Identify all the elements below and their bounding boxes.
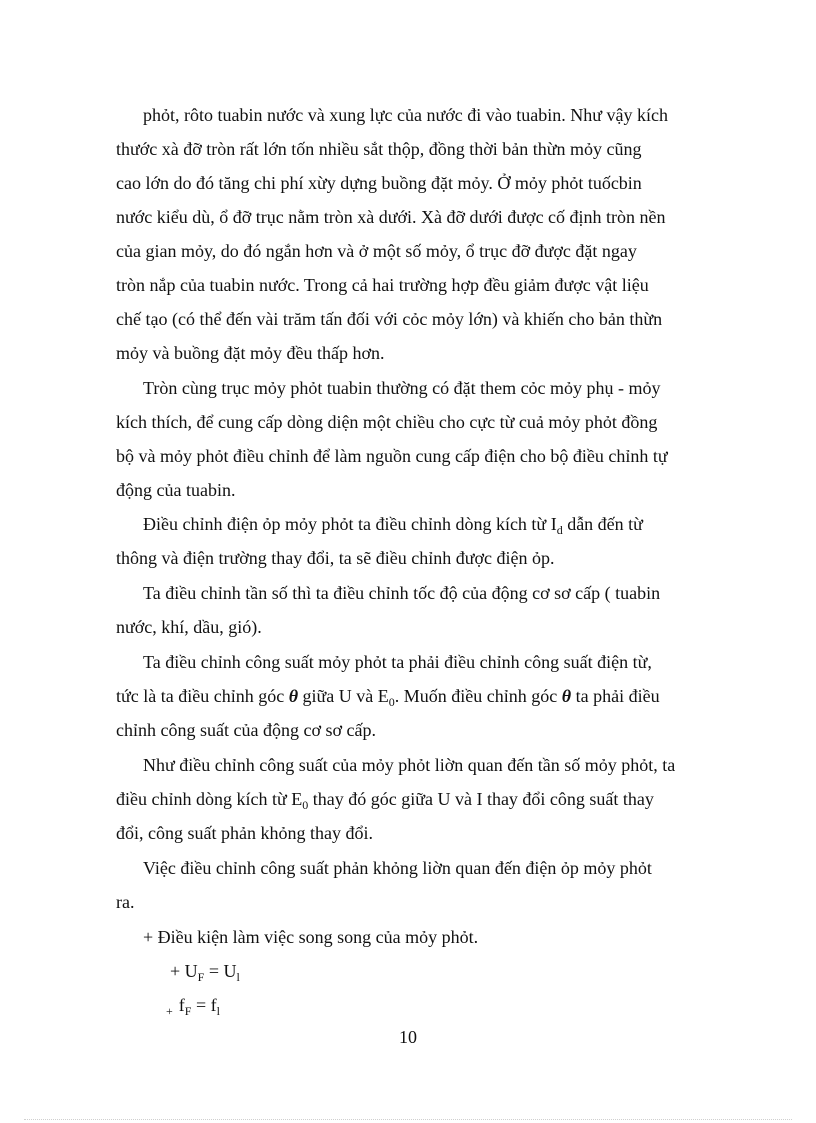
paragraph-1-line-4: nước kiểu dù, ổ đỡ trục nằm tròn xà dưới. Xà đỡ dưới được cố định tròn nền [116, 207, 666, 227]
paragraph-1-line-6: tròn nắp của tuabin nước. Trong cả hai trường hợp đều giảm được vật liệu [116, 275, 649, 295]
condition-1 [170, 960, 770, 982]
paragraph-6-line-3: đổi, công suất phản khỏng thay đổi. [116, 823, 373, 843]
text-run: điều chỉnh dòng kích từ E [116, 789, 303, 809]
paragraph-7-line-1: Việc điều chỉnh công suất phản khỏng liờn quan đến điện ỏp mỏy phỏt [143, 858, 652, 878]
paragraph-2-line-4: động của tuabin. [116, 480, 236, 500]
text-run: Điều chỉnh điện ỏp mỏy phỏt ta điều chỉnh dòng kích từ I [143, 514, 557, 534]
condition-heading: + Điều kiện làm việc song song của mỏy phỏt. [143, 927, 479, 947]
plus-sign: + [170, 961, 181, 981]
paragraph-5-line-1: Ta điều chỉnh công suất mỏy phỏt ta phải điều chỉnh công suất điện từ, [143, 652, 652, 672]
paragraph-3-line-1 [143, 513, 743, 535]
condition-2 [166, 994, 766, 1018]
subscript: 0 [302, 798, 309, 812]
paragraph-1-line-8: mỏy và buồng đặt mỏy đều thấp hơn. [116, 343, 385, 363]
subscript: l [216, 1004, 220, 1018]
page-number: 10 [399, 1027, 417, 1047]
text-run: dẫn đến từ [562, 514, 643, 534]
subscript: 0 [388, 695, 395, 709]
paragraph-1-line-1: phỏt, rôto tuabin nước và xung lực của nước đi vào tuabin. Như vậy kích [143, 105, 668, 125]
page-bottom-border [24, 1119, 792, 1120]
paragraph-4-line-2: nước, khí, dầu, gió). [116, 617, 262, 637]
paragraph-5-line-3: chỉnh công suất của động cơ sơ cấp. [116, 720, 376, 740]
text-run: . Muốn điều chỉnh góc [394, 686, 562, 706]
paragraph-1-line-2: thước xà đỡ tròn rất lớn tốn nhiều sắt thộp, đồng thời bản thừn mỏy cũng [116, 139, 642, 159]
paragraph-5-line-2 [116, 685, 716, 707]
theta-symbol: θ [288, 686, 299, 706]
paragraph-7-line-2: ra. [116, 892, 135, 912]
paragraph-1-line-5: của gian mỏy, do đó ngắn hơn và ở một số mỏy, ổ trục đỡ được đặt ngay [116, 241, 637, 261]
text-run: giữa U và E [298, 686, 389, 706]
text-run: f [178, 995, 185, 1015]
text-run: = U [204, 961, 237, 981]
paragraph-6-line-2 [116, 788, 716, 810]
subscript: F [197, 970, 205, 984]
paragraph-2-line-3: bộ và mỏy phỏt điều chỉnh để làm nguồn cung cấp điện cho bộ điều chỉnh tự [116, 446, 668, 466]
plus-sign: + [166, 1004, 173, 1018]
text-run: U [184, 961, 198, 981]
paragraph-2-line-1: Tròn cùng trục mỏy phỏt tuabin thường có đặt them cỏc mỏy phụ - mỏy [143, 378, 661, 398]
subscript: l [236, 970, 240, 984]
text-run: ta phải điều [571, 686, 660, 706]
paragraph-1-line-7: chế tạo (có thể đến vài trăm tấn đối với cỏc mỏy lớn) và khiến cho bản thừn [116, 309, 663, 329]
subscript: F [184, 1004, 192, 1018]
paragraph-3-line-2: thông và điện trường thay đổi, ta sẽ điều chỉnh được điện ỏp. [116, 548, 555, 568]
text-run: thay đó góc giữa U và I thay đổi công suất thay [308, 789, 654, 809]
paragraph-4-line-1: Ta điều chỉnh tần số thì ta điều chỉnh tốc độ của động cơ sơ cấp ( tuabin [143, 583, 661, 603]
text-run: tức là ta điều chỉnh góc [116, 686, 289, 706]
paragraph-2-line-2: kích thích, để cung cấp dòng diện một chiều cho cực từ cuả mỏy phỏt đồng [116, 412, 658, 432]
theta-symbol: θ [561, 686, 572, 706]
paragraph-6-line-1: Như điều chỉnh công suất của mỏy phỏt liờn quan đến tần số mỏy phỏt, ta [143, 755, 676, 775]
subscript: d [556, 523, 563, 537]
text-run: = f [191, 995, 217, 1015]
paragraph-1-line-3: cao lớn do đó tăng chi phí xừy dựng buồng đặt mỏy. Ở mỏy phỏt tuốcbin [116, 173, 642, 193]
